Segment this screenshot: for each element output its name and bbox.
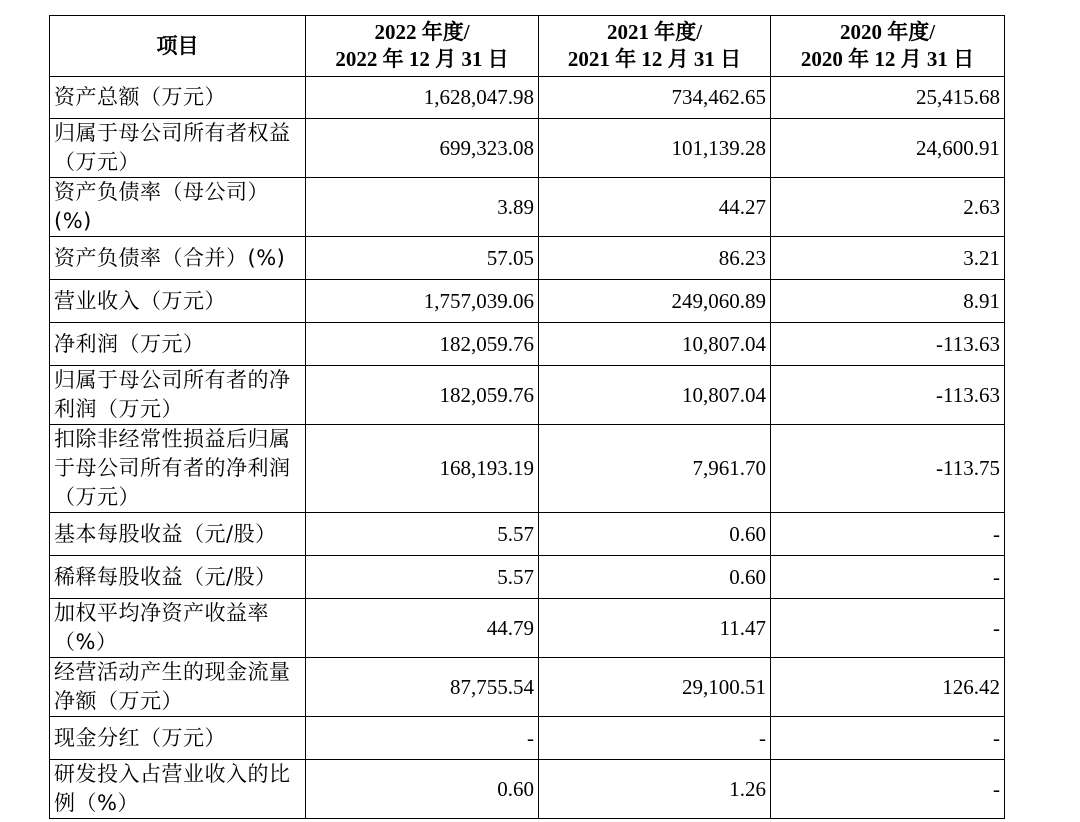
table-row <box>50 599 1005 658</box>
value-2022: 87,755.54 <box>306 658 539 717</box>
row-label: 加权平均净资产收益率（%） <box>50 599 306 658</box>
row-label: 资产负债率（母公司）(%) <box>50 178 306 237</box>
value-2022: 57.05 <box>306 237 539 280</box>
row-label: 经营活动产生的现金流量净额（万元） <box>50 658 306 717</box>
value-2020: 2.63 <box>771 178 1005 237</box>
value-2020: -113.63 <box>771 323 1005 366</box>
row-label: 资产总额（万元） <box>50 77 306 119</box>
table-row <box>50 280 1005 323</box>
value-2020: 24,600.91 <box>771 119 1005 178</box>
row-label: 营业收入（万元） <box>50 280 306 323</box>
value-2021: - <box>539 717 771 760</box>
value-2021: 0.60 <box>539 513 771 556</box>
table-row <box>50 366 1005 425</box>
value-2020: - <box>771 513 1005 556</box>
value-2021: 86.23 <box>539 237 771 280</box>
header-row <box>50 16 1005 77</box>
value-2022: 699,323.08 <box>306 119 539 178</box>
table-row <box>50 513 1005 556</box>
value-2020: - <box>771 760 1005 819</box>
table-row <box>50 323 1005 366</box>
financial-summary-table <box>49 15 1005 819</box>
row-label: 扣除非经常性损益后归属于母公司所有者的净利润（万元） <box>50 425 306 513</box>
value-2021: 7,961.70 <box>539 425 771 513</box>
value-2020: 8.91 <box>771 280 1005 323</box>
value-2021: 11.47 <box>539 599 771 658</box>
table-row <box>50 237 1005 280</box>
table-row <box>50 119 1005 178</box>
row-label: 稀释每股收益（元/股） <box>50 556 306 599</box>
value-2021: 734,462.65 <box>539 77 771 119</box>
value-2020: -113.75 <box>771 425 1005 513</box>
value-2020: 3.21 <box>771 237 1005 280</box>
row-label: 归属于母公司所有者权益（万元） <box>50 119 306 178</box>
row-label: 资产负债率（合并）(%) <box>50 237 306 280</box>
value-2022: 3.89 <box>306 178 539 237</box>
header-2021-line2: 2021 年 12 月 31 日 <box>567 47 742 71</box>
value-2020: - <box>771 717 1005 760</box>
value-2022: - <box>306 717 539 760</box>
value-2022: 44.79 <box>306 599 539 658</box>
header-2022-line1: 2022 年度/ <box>374 20 470 44</box>
value-2020: - <box>771 599 1005 658</box>
table-row <box>50 425 1005 513</box>
value-2020: 25,415.68 <box>771 77 1005 119</box>
header-2020-line2: 2020 年 12 月 31 日 <box>800 47 975 71</box>
table-row <box>50 77 1005 119</box>
header-2022 <box>306 16 539 77</box>
header-2020 <box>771 16 1005 77</box>
value-2021: 249,060.89 <box>539 280 771 323</box>
value-2022: 1,628,047.98 <box>306 77 539 119</box>
value-2022: 168,193.19 <box>306 425 539 513</box>
value-2021: 29,100.51 <box>539 658 771 717</box>
row-label: 净利润（万元） <box>50 323 306 366</box>
value-2022: 5.57 <box>306 556 539 599</box>
value-2022: 182,059.76 <box>306 366 539 425</box>
value-2022: 0.60 <box>306 760 539 819</box>
row-label: 研发投入占营业收入的比例（%） <box>50 760 306 819</box>
table-row <box>50 760 1005 819</box>
value-2021: 101,139.28 <box>539 119 771 178</box>
row-label: 基本每股收益（元/股） <box>50 513 306 556</box>
value-2020: 126.42 <box>771 658 1005 717</box>
value-2021: 0.60 <box>539 556 771 599</box>
table-row <box>50 556 1005 599</box>
header-2020-line1: 2020 年度/ <box>839 20 936 44</box>
header-2022-line2: 2022 年 12 月 31 日 <box>335 47 509 71</box>
value-2022: 1,757,039.06 <box>306 280 539 323</box>
table-row <box>50 178 1005 237</box>
value-2020: - <box>771 556 1005 599</box>
value-2020: -113.63 <box>771 366 1005 425</box>
header-2021-line1: 2021 年度/ <box>606 20 703 44</box>
table-header <box>50 16 1005 77</box>
table-row <box>50 658 1005 717</box>
value-2021: 10,807.04 <box>539 323 771 366</box>
value-2022: 5.57 <box>306 513 539 556</box>
value-2021: 44.27 <box>539 178 771 237</box>
row-label: 归属于母公司所有者的净利润（万元） <box>50 366 306 425</box>
header-2021 <box>539 16 771 77</box>
table-body <box>50 77 1005 819</box>
header-item: 项目 <box>50 16 306 77</box>
value-2021: 1.26 <box>539 760 771 819</box>
value-2022: 182,059.76 <box>306 323 539 366</box>
row-label: 现金分红（万元） <box>50 717 306 760</box>
value-2021: 10,807.04 <box>539 366 771 425</box>
table-row <box>50 717 1005 760</box>
